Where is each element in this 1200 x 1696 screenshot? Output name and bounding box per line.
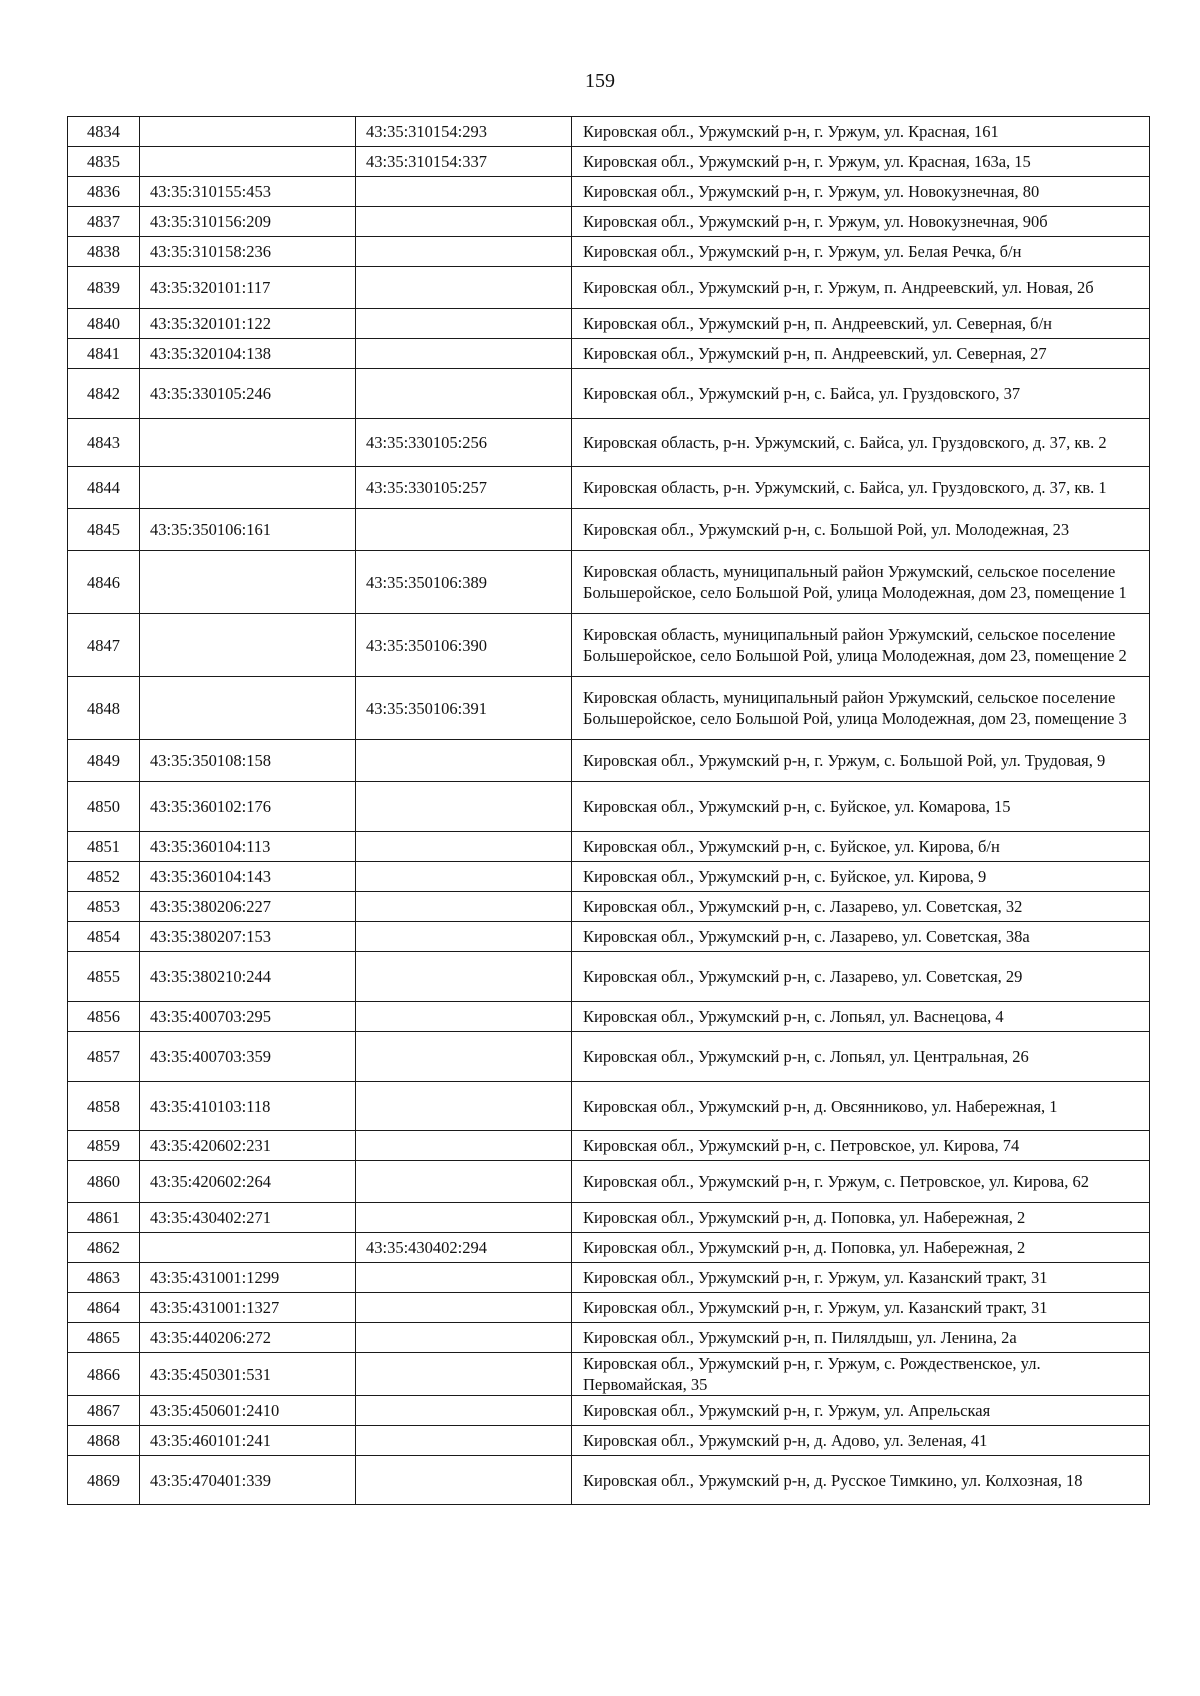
row-number-cell: 4844 bbox=[68, 467, 140, 509]
address-cell: Кировская обл., Уржумский р-н, г. Уржум, с. Петровское, ул. Кирова, 62 bbox=[572, 1161, 1150, 1203]
row-number-cell: 4861 bbox=[68, 1203, 140, 1233]
building-cadastral-number-cell bbox=[356, 1161, 572, 1203]
address-cell: Кировская обл., Уржумский р-н, с. Байса, ул. Груздовского, 37 bbox=[572, 369, 1150, 419]
address-cell: Кировская обл., Уржумский р-н, г. Уржум, п. Андреевский, ул. Новая, 2б bbox=[572, 267, 1150, 309]
table-row bbox=[68, 862, 1150, 892]
row-number-cell: 4858 bbox=[68, 1082, 140, 1131]
address-cell: Кировская обл., Уржумский р-н, г. Уржум, ул. Новокузнечная, 90б bbox=[572, 207, 1150, 237]
row-number-cell: 4842 bbox=[68, 369, 140, 419]
row-number-cell: 4851 bbox=[68, 832, 140, 862]
land-cadastral-number-cell bbox=[140, 614, 356, 677]
table-row bbox=[68, 1002, 1150, 1032]
land-cadastral-number-cell: 43:35:380210:244 bbox=[140, 952, 356, 1002]
table-row bbox=[68, 267, 1150, 309]
address-cell: Кировская обл., Уржумский р-н, п. Андреевский, ул. Северная, б/н bbox=[572, 309, 1150, 339]
building-cadastral-number-cell bbox=[356, 1263, 572, 1293]
building-cadastral-number-cell bbox=[356, 862, 572, 892]
address-cell: Кировская обл., Уржумский р-н, г. Уржум, ул. Белая Речка, б/н bbox=[572, 237, 1150, 267]
land-cadastral-number-cell bbox=[140, 1233, 356, 1263]
building-cadastral-number-cell bbox=[356, 922, 572, 952]
address-cell: Кировская обл., Уржумский р-н, г. Уржум, с. Рождественское, ул. Первомайская, 35 bbox=[572, 1353, 1150, 1396]
land-cadastral-number-cell bbox=[140, 117, 356, 147]
table-row bbox=[68, 1293, 1150, 1323]
address-cell: Кировская обл., Уржумский р-н, с. Лазарево, ул. Советская, 32 bbox=[572, 892, 1150, 922]
address-cell: Кировская обл., Уржумский р-н, д. Адово, ул. Зеленая, 41 bbox=[572, 1426, 1150, 1456]
building-cadastral-number-cell bbox=[356, 740, 572, 782]
building-cadastral-number-cell bbox=[356, 1456, 572, 1505]
land-cadastral-number-cell bbox=[140, 677, 356, 740]
building-cadastral-number-cell: 43:35:350106:389 bbox=[356, 551, 572, 614]
building-cadastral-number-cell bbox=[356, 1032, 572, 1082]
address-cell: Кировская область, р-н. Уржумский, с. Байса, ул. Груздовского, д. 37, кв. 1 bbox=[572, 467, 1150, 509]
land-cadastral-number-cell: 43:35:320101:122 bbox=[140, 309, 356, 339]
table-row bbox=[68, 309, 1150, 339]
land-cadastral-number-cell: 43:35:410103:118 bbox=[140, 1082, 356, 1131]
table-row bbox=[68, 1396, 1150, 1426]
row-number-cell: 4850 bbox=[68, 782, 140, 832]
table-row bbox=[68, 1082, 1150, 1131]
table-row bbox=[68, 952, 1150, 1002]
address-cell: Кировская обл., Уржумский р-н, г. Уржум, ул. Красная, 163а, 15 bbox=[572, 147, 1150, 177]
land-cadastral-number-cell: 43:35:460101:241 bbox=[140, 1426, 356, 1456]
row-number-cell: 4847 bbox=[68, 614, 140, 677]
address-cell: Кировская обл., Уржумский р-н, с. Лазарево, ул. Советская, 38а bbox=[572, 922, 1150, 952]
table-row bbox=[68, 117, 1150, 147]
building-cadastral-number-cell bbox=[356, 509, 572, 551]
land-cadastral-number-cell: 43:35:350106:161 bbox=[140, 509, 356, 551]
building-cadastral-number-cell bbox=[356, 1131, 572, 1161]
address-cell: Кировская обл., Уржумский р-н, п. Пилялдыш, ул. Ленина, 2а bbox=[572, 1323, 1150, 1353]
building-cadastral-number-cell bbox=[356, 1203, 572, 1233]
building-cadastral-number-cell bbox=[356, 1426, 572, 1456]
building-cadastral-number-cell bbox=[356, 267, 572, 309]
table-row bbox=[68, 1161, 1150, 1203]
row-number-cell: 4860 bbox=[68, 1161, 140, 1203]
row-number-cell: 4856 bbox=[68, 1002, 140, 1032]
registry-table bbox=[67, 116, 1150, 1505]
building-cadastral-number-cell: 43:35:350106:391 bbox=[356, 677, 572, 740]
table-row bbox=[68, 147, 1150, 177]
address-cell: Кировская обл., Уржумский р-н, с. Буйское, ул. Кирова, 9 bbox=[572, 862, 1150, 892]
land-cadastral-number-cell: 43:35:430402:271 bbox=[140, 1203, 356, 1233]
land-cadastral-number-cell: 43:35:360102:176 bbox=[140, 782, 356, 832]
row-number-cell: 4835 bbox=[68, 147, 140, 177]
table-row bbox=[68, 1131, 1150, 1161]
table-row bbox=[68, 339, 1150, 369]
table-row bbox=[68, 677, 1150, 740]
land-cadastral-number-cell: 43:35:380206:227 bbox=[140, 892, 356, 922]
address-cell: Кировская область, муниципальный район Уржумский, сельское поселение Большеройское, село Большой Рой, улица Молодежная, дом 23, помещение 3 bbox=[572, 677, 1150, 740]
land-cadastral-number-cell bbox=[140, 467, 356, 509]
address-cell: Кировская обл., Уржумский р-н, д. Поповка, ул. Набережная, 2 bbox=[572, 1233, 1150, 1263]
building-cadastral-number-cell: 43:35:330105:257 bbox=[356, 467, 572, 509]
building-cadastral-number-cell bbox=[356, 207, 572, 237]
building-cadastral-number-cell bbox=[356, 177, 572, 207]
address-cell: Кировская обл., Уржумский р-н, г. Уржум, ул. Казанский тракт, 31 bbox=[572, 1293, 1150, 1323]
land-cadastral-number-cell: 43:35:431001:1299 bbox=[140, 1263, 356, 1293]
building-cadastral-number-cell bbox=[356, 782, 572, 832]
row-number-cell: 4839 bbox=[68, 267, 140, 309]
row-number-cell: 4867 bbox=[68, 1396, 140, 1426]
building-cadastral-number-cell bbox=[356, 1353, 572, 1396]
address-cell: Кировская обл., Уржумский р-н, п. Андреевский, ул. Северная, 27 bbox=[572, 339, 1150, 369]
building-cadastral-number-cell bbox=[356, 309, 572, 339]
table-row bbox=[68, 892, 1150, 922]
row-number-cell: 4859 bbox=[68, 1131, 140, 1161]
building-cadastral-number-cell bbox=[356, 1082, 572, 1131]
row-number-cell: 4840 bbox=[68, 309, 140, 339]
row-number-cell: 4848 bbox=[68, 677, 140, 740]
address-cell: Кировская обл., Уржумский р-н, г. Уржум, ул. Новокузнечная, 80 bbox=[572, 177, 1150, 207]
row-number-cell: 4868 bbox=[68, 1426, 140, 1456]
address-cell: Кировская обл., Уржумский р-н, с. Лопьял, ул. Центральная, 26 bbox=[572, 1032, 1150, 1082]
table-row bbox=[68, 207, 1150, 237]
land-cadastral-number-cell bbox=[140, 147, 356, 177]
building-cadastral-number-cell bbox=[356, 952, 572, 1002]
land-cadastral-number-cell: 43:35:450301:531 bbox=[140, 1353, 356, 1396]
address-cell: Кировская обл., Уржумский р-н, с. Большой Рой, ул. Молодежная, 23 bbox=[572, 509, 1150, 551]
land-cadastral-number-cell: 43:35:431001:1327 bbox=[140, 1293, 356, 1323]
row-number-cell: 4854 bbox=[68, 922, 140, 952]
row-number-cell: 4857 bbox=[68, 1032, 140, 1082]
table-row bbox=[68, 1263, 1150, 1293]
address-cell: Кировская область, муниципальный район Уржумский, сельское поселение Большеройское, село Большой Рой, улица Молодежная, дом 23, помещение 2 bbox=[572, 614, 1150, 677]
building-cadastral-number-cell bbox=[356, 832, 572, 862]
table-row bbox=[68, 419, 1150, 467]
building-cadastral-number-cell: 43:35:430402:294 bbox=[356, 1233, 572, 1263]
row-number-cell: 4866 bbox=[68, 1353, 140, 1396]
table-row bbox=[68, 740, 1150, 782]
address-cell: Кировская обл., Уржумский р-н, д. Русское Тимкино, ул. Колхозная, 18 bbox=[572, 1456, 1150, 1505]
land-cadastral-number-cell: 43:35:310155:453 bbox=[140, 177, 356, 207]
page-number: 159 bbox=[585, 70, 615, 92]
table-row bbox=[68, 614, 1150, 677]
land-cadastral-number-cell: 43:35:350108:158 bbox=[140, 740, 356, 782]
row-number-cell: 4837 bbox=[68, 207, 140, 237]
land-cadastral-number-cell: 43:35:420602:264 bbox=[140, 1161, 356, 1203]
registry-table-body bbox=[68, 117, 1150, 1505]
table-row bbox=[68, 922, 1150, 952]
table-row bbox=[68, 1203, 1150, 1233]
table-row bbox=[68, 1233, 1150, 1263]
row-number-cell: 4834 bbox=[68, 117, 140, 147]
address-cell: Кировская область, р-н. Уржумский, с. Байса, ул. Груздовского, д. 37, кв. 2 bbox=[572, 419, 1150, 467]
land-cadastral-number-cell: 43:35:360104:113 bbox=[140, 832, 356, 862]
table-row bbox=[68, 551, 1150, 614]
building-cadastral-number-cell bbox=[356, 1002, 572, 1032]
building-cadastral-number-cell: 43:35:310154:293 bbox=[356, 117, 572, 147]
land-cadastral-number-cell: 43:35:330105:246 bbox=[140, 369, 356, 419]
address-cell: Кировская обл., Уржумский р-н, д. Овсянниково, ул. Набережная, 1 bbox=[572, 1082, 1150, 1131]
row-number-cell: 4853 bbox=[68, 892, 140, 922]
address-cell: Кировская обл., Уржумский р-н, г. Уржум, ул. Казанский тракт, 31 bbox=[572, 1263, 1150, 1293]
address-cell: Кировская обл., Уржумский р-н, г. Уржум, ул. Красная, 161 bbox=[572, 117, 1150, 147]
land-cadastral-number-cell bbox=[140, 551, 356, 614]
land-cadastral-number-cell: 43:35:400703:359 bbox=[140, 1032, 356, 1082]
table-row bbox=[68, 1323, 1150, 1353]
building-cadastral-number-cell bbox=[356, 892, 572, 922]
row-number-cell: 4855 bbox=[68, 952, 140, 1002]
row-number-cell: 4841 bbox=[68, 339, 140, 369]
row-number-cell: 4845 bbox=[68, 509, 140, 551]
building-cadastral-number-cell bbox=[356, 369, 572, 419]
land-cadastral-number-cell: 43:35:380207:153 bbox=[140, 922, 356, 952]
land-cadastral-number-cell: 43:35:470401:339 bbox=[140, 1456, 356, 1505]
building-cadastral-number-cell bbox=[356, 339, 572, 369]
row-number-cell: 4838 bbox=[68, 237, 140, 267]
row-number-cell: 4862 bbox=[68, 1233, 140, 1263]
table-row bbox=[68, 369, 1150, 419]
table-row bbox=[68, 832, 1150, 862]
building-cadastral-number-cell: 43:35:310154:337 bbox=[356, 147, 572, 177]
building-cadastral-number-cell bbox=[356, 1293, 572, 1323]
land-cadastral-number-cell: 43:35:320101:117 bbox=[140, 267, 356, 309]
table-row bbox=[68, 1456, 1150, 1505]
address-cell: Кировская обл., Уржумский р-н, с. Лопьял, ул. Васнецова, 4 bbox=[572, 1002, 1150, 1032]
address-cell: Кировская обл., Уржумский р-н, с. Лазарево, ул. Советская, 29 bbox=[572, 952, 1150, 1002]
table-row bbox=[68, 1426, 1150, 1456]
land-cadastral-number-cell: 43:35:450601:2410 bbox=[140, 1396, 356, 1426]
row-number-cell: 4869 bbox=[68, 1456, 140, 1505]
address-cell: Кировская обл., Уржумский р-н, с. Петровское, ул. Кирова, 74 bbox=[572, 1131, 1150, 1161]
land-cadastral-number-cell: 43:35:400703:295 bbox=[140, 1002, 356, 1032]
table-row bbox=[68, 782, 1150, 832]
row-number-cell: 4843 bbox=[68, 419, 140, 467]
row-number-cell: 4849 bbox=[68, 740, 140, 782]
land-cadastral-number-cell: 43:35:420602:231 bbox=[140, 1131, 356, 1161]
building-cadastral-number-cell bbox=[356, 237, 572, 267]
land-cadastral-number-cell: 43:35:360104:143 bbox=[140, 862, 356, 892]
address-cell: Кировская обл., Уржумский р-н, с. Буйское, ул. Комарова, 15 bbox=[572, 782, 1150, 832]
building-cadastral-number-cell: 43:35:330105:256 bbox=[356, 419, 572, 467]
land-cadastral-number-cell: 43:35:320104:138 bbox=[140, 339, 356, 369]
address-cell: Кировская обл., Уржумский р-н, г. Уржум, ул. Апрельская bbox=[572, 1396, 1150, 1426]
table-row bbox=[68, 1032, 1150, 1082]
land-cadastral-number-cell bbox=[140, 419, 356, 467]
row-number-cell: 4836 bbox=[68, 177, 140, 207]
land-cadastral-number-cell: 43:35:440206:272 bbox=[140, 1323, 356, 1353]
table-row bbox=[68, 509, 1150, 551]
address-cell: Кировская обл., Уржумский р-н, г. Уржум, с. Большой Рой, ул. Трудовая, 9 bbox=[572, 740, 1150, 782]
table-row bbox=[68, 467, 1150, 509]
address-cell: Кировская обл., Уржумский р-н, с. Буйское, ул. Кирова, б/н bbox=[572, 832, 1150, 862]
land-cadastral-number-cell: 43:35:310156:209 bbox=[140, 207, 356, 237]
table-row bbox=[68, 237, 1150, 267]
table-row bbox=[68, 1353, 1150, 1396]
building-cadastral-number-cell: 43:35:350106:390 bbox=[356, 614, 572, 677]
row-number-cell: 4846 bbox=[68, 551, 140, 614]
land-cadastral-number-cell: 43:35:310158:236 bbox=[140, 237, 356, 267]
address-cell: Кировская область, муниципальный район Уржумский, сельское поселение Большеройское, село Большой Рой, улица Молодежная, дом 23, помещение 1 bbox=[572, 551, 1150, 614]
table-row bbox=[68, 177, 1150, 207]
row-number-cell: 4852 bbox=[68, 862, 140, 892]
row-number-cell: 4864 bbox=[68, 1293, 140, 1323]
row-number-cell: 4865 bbox=[68, 1323, 140, 1353]
building-cadastral-number-cell bbox=[356, 1323, 572, 1353]
address-cell: Кировская обл., Уржумский р-н, д. Поповка, ул. Набережная, 2 bbox=[572, 1203, 1150, 1233]
building-cadastral-number-cell bbox=[356, 1396, 572, 1426]
row-number-cell: 4863 bbox=[68, 1263, 140, 1293]
